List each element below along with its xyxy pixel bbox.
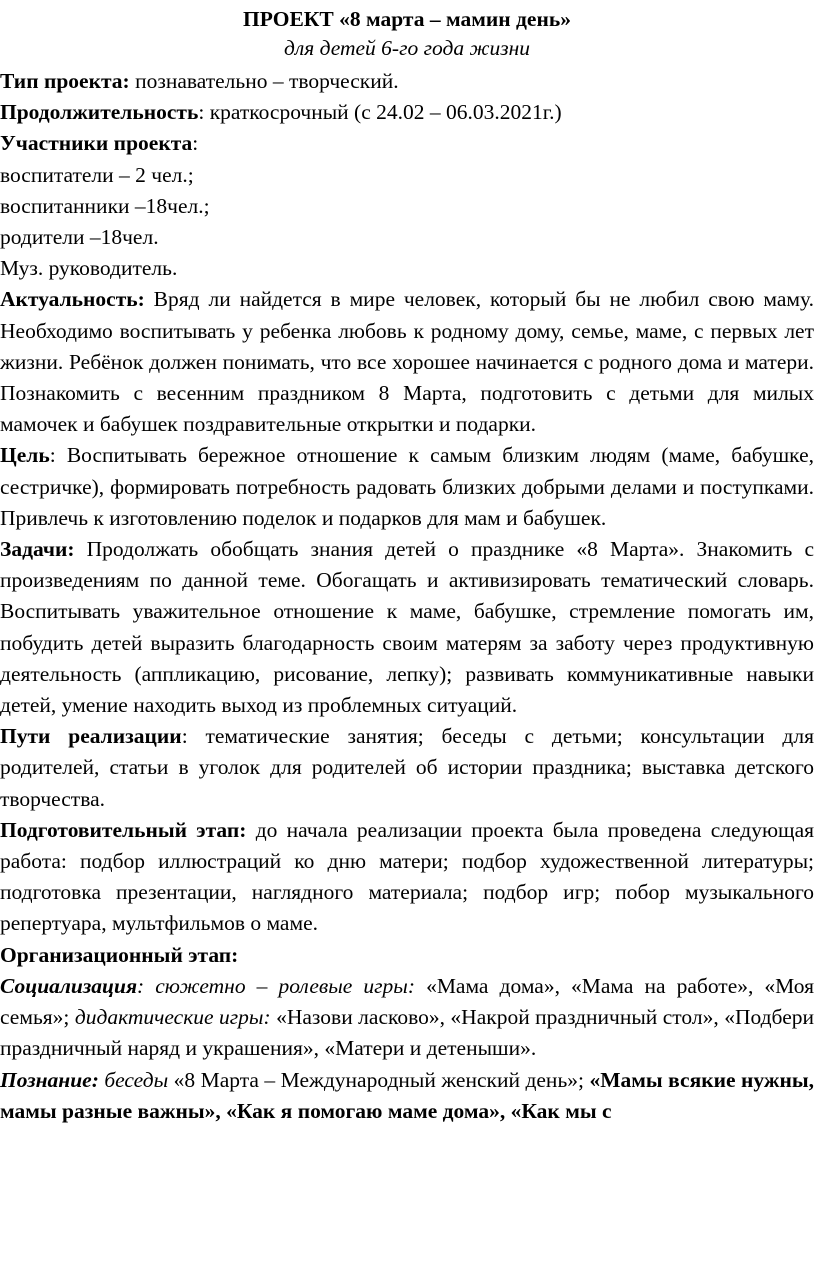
preparatory-text: до начала реализации проекта была проведена следующая работа: подбор иллюстраций ко дню матери; подбор художественной литературы; подготовка презентации, наглядного материала; подбор игр; побор музыкального репертуара, мультфильмов о маме. — [0, 817, 814, 936]
socialization-paragraph — [0, 971, 814, 1065]
socialization-label: Социализация — [0, 973, 138, 998]
project-type — [0, 66, 814, 97]
socialization-italic-2: дидактические игры: — [74, 1005, 271, 1030]
project-type-label: Тип проекта: — [0, 69, 130, 93]
socialization-italic-1: : сюжетно – ролевые игры: — [137, 973, 415, 998]
participants-label: Участники проекта — [0, 131, 193, 156]
participants-heading — [0, 128, 814, 159]
ways-paragraph — [0, 721, 814, 815]
preparatory-label: Подготовительный этап: — [0, 817, 247, 842]
cognition-paragraph — [0, 1065, 814, 1127]
project-duration — [0, 97, 814, 128]
document-subtitle: для детей 6-го года жизни — [283, 36, 531, 60]
cognition-bold-1: «Мамы всякие нужны, мамы разные важны», «Как я помогаю маме дома», «Как мы с — [0, 1067, 814, 1123]
participant-item: родители –18чел. — [0, 225, 159, 250]
participant-item: воспитанники –18чел.; — [0, 193, 210, 218]
ways-label: Пути реализации — [0, 724, 182, 749]
tasks-paragraph — [0, 534, 814, 721]
preparatory-paragraph — [0, 815, 814, 940]
ways-text: : тематические занятия; беседы с детьми; консультации для родителей, статьи в уголок для родителей об истории праздника; выставка детского творчества. — [0, 724, 814, 811]
cognition-text-1: «8 Марта – Международный женский день»; — [168, 1067, 590, 1092]
relevance-text: Вряд ли найдется в мире человек, который бы не любил свою маму. Необходимо воспитывать у ребенка любовь к родному дому, семье, маме, с первых лет жизни. Ребёнок должен понимать, что все хорошее начинается с родного дома и матери. Познакомить с весенним праздником 8 Марта, подготовить с детьми для милых мамочек и бабушек поздравительные открытки и подарки. — [0, 287, 814, 437]
relevance-paragraph — [0, 284, 814, 440]
project-type-value: познавательно – творческий. — [129, 69, 399, 93]
goal-paragraph — [0, 440, 814, 534]
cognition-label: Познание: — [0, 1067, 99, 1092]
organizational-heading: Организационный этап: — [0, 942, 239, 967]
socialization-text-1: «Мама дома», «Мама на работе», «Моя семья»; — [0, 973, 814, 1030]
participant-item: воспитатели – 2 чел.; — [0, 162, 194, 187]
tasks-label: Задачи: — [0, 537, 75, 562]
goal-label: Цель — [0, 443, 50, 468]
goal-text: : Воспитывать бережное отношение к самым близким людям (маме, бабушке, сестричке), формировать потребность радовать близких добрыми делами и поступками. Привлечь к изготовлению поделок и подарков для мам и бабушек. — [0, 443, 814, 530]
socialization-text-2: «Назови ласково», «Накрой праздничный стол», «Подбери праздничный наряд и украшения», «Матери и детеныши». — [0, 1005, 815, 1061]
tasks-text: Продолжать обобщать знания детей о празднике «8 Марта». Знакомить с произведениям по данной теме. Обогащать и активизировать тематический словарь. Воспитывать уважительное отношение к маме, бабушке, стремление помогать им, побудить детей выразить благодарность своим матерям за заботу через продуктивную деятельность (аппликацию, рисование, лепку); развивать коммуникативные навыки детей, умение находить выход из проблемных ситуаций. — [0, 537, 814, 718]
relevance-label: Актуальность: — [0, 287, 145, 312]
participants-suffix: : — [192, 131, 199, 156]
cognition-italic-1: беседы — [98, 1067, 169, 1092]
participant-item: Муз. руководитель. — [0, 256, 178, 281]
project-duration-label: Продолжительность — [0, 100, 199, 125]
document-title: ПРОЕКТ «8 марта – мамин день» — [243, 7, 571, 31]
project-duration-value: : краткосрочный (с 24.02 – 06.03.2021г.) — [198, 100, 562, 125]
